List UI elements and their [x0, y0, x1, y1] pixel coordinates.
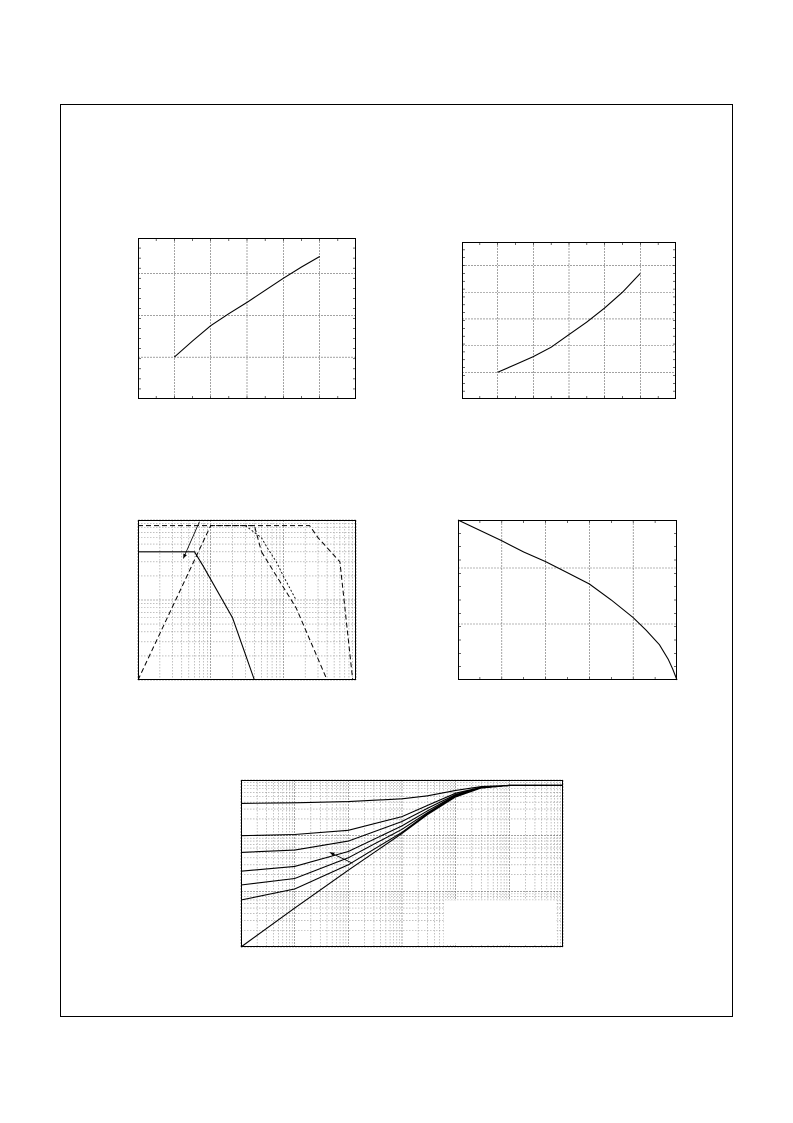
- plot-frame: [459, 521, 677, 680]
- series-line-3: [262, 552, 328, 680]
- series-line-5: [245, 526, 296, 600]
- chart-5: [241, 780, 563, 947]
- series-line-4: [138, 526, 353, 680]
- chart-1: [138, 238, 356, 399]
- chart-2: [462, 242, 676, 399]
- chart-4: [458, 520, 677, 680]
- series-line-1: [458, 520, 677, 680]
- series-line-2: [138, 526, 262, 680]
- legend-area: [444, 900, 557, 943]
- series-line-1: [138, 552, 254, 680]
- chart-3: [138, 520, 356, 680]
- annotation-arrow-1: [183, 522, 199, 559]
- series-line-7: [241, 785, 563, 803]
